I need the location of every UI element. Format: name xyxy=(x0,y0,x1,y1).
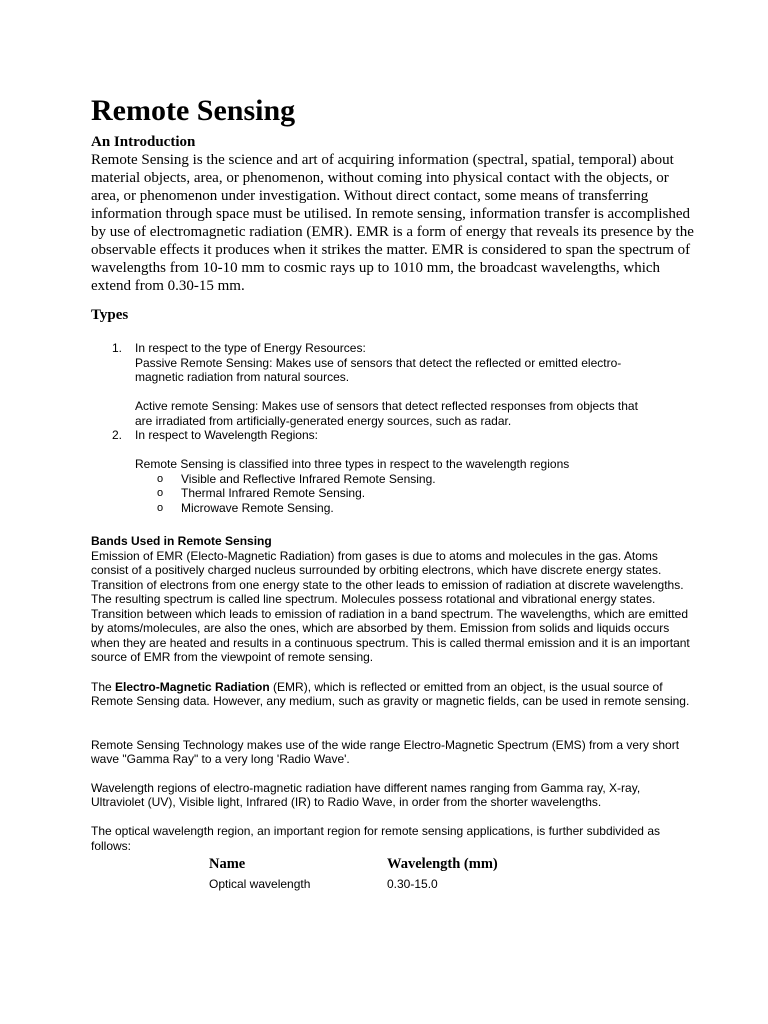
list-item-wavelength-regions: In respect to Wavelength Regions: xyxy=(135,428,318,442)
ems-paragraph: Remote Sensing Technology makes use of the wide range Electro-Magnetic Spectrum (EMS) from a very short wave "Gamma Ray" to a very long 'Radio Wave'. xyxy=(91,737,680,766)
list-number-1: 1. xyxy=(112,341,123,355)
wavelength-paragraph: Wavelength regions of electro-magnetic radiation have different names ranging from Gamma ray, X-ray, Ultraviolet (UV), Visible light, Infrared (IR) to Radio Wave, in order from the shorter wavelengths. xyxy=(91,780,641,809)
list-number-2: 2. xyxy=(112,428,123,442)
emr-suffix: (EMR), which is reflected or emitted from an object, is the usual source of Remote Sensing data. However, any medium, such as gravity or magnetic fields, can be used in remote sensing. xyxy=(91,679,690,708)
bullet-icon: o xyxy=(157,472,164,485)
bullet-icon: o xyxy=(157,487,164,499)
bands-heading: Bands Used in Remote Sensing xyxy=(91,534,272,548)
emr-bold-term: Electro-Magnetic Radiation xyxy=(115,679,270,694)
intro-paragraph: Remote Sensing is the science and art of acquiring information (spectral, spatial, temporal) about material objects, area, or phenomenon, without coming into physical contact with the objects, or area, or phenomenon under investigation. Without direct contact, some means of transferring information through space must be utilised. In remote sensing, information transfer is accomplished by use of electromagnetic radiation (EMR). EMR is a form of energy that reveals its presence by the observable effects it produces when it strikes the matter. EMR is considered to span the spectrum of wavelengths from 10-10 mm to cosmic rays up to 1010 mm, the broadcast wavelengths, which extend from 0.30-15 mm. xyxy=(91,152,694,294)
wavelength-classification-intro: Remote Sensing is classified into three types in respect to the wavelength regions xyxy=(135,457,570,471)
optical-paragraph: The optical wavelength region, an important region for remote sensing applications, is further subdivided as follows: xyxy=(91,824,660,853)
active-sensing-line-1: Active remote Sensing: Makes use of sensors that detect reflected responses from objects that xyxy=(135,399,638,413)
active-sensing-line-2: are irradiated from artificially-generated energy sources, such as radar. xyxy=(135,413,512,428)
intro-heading: An Introduction xyxy=(91,134,196,150)
table-header-name: Name xyxy=(209,856,246,872)
passive-sensing-line-1: Passive Remote Sensing: Makes use of sensors that detect the reflected or emitted electro- xyxy=(135,355,622,370)
passive-sensing-line-2: magnetic radiation from natural sources. xyxy=(135,370,350,384)
table-cell-wavelength: 0.30-15.0 xyxy=(387,877,438,891)
bands-paragraph: Emission of EMR (Electo-Magnetic Radiation) from gases is due to atoms and molecules in the gas. Atoms consist of a positively charged nucleus surrounded by orbiting electrons, which have discrete energy states. Transition of electrons from one energy state to the other leads to emission of radiation at discrete wavelengths. The resulting spectrum is called line spectrum. Molecules possess rotational and vibrational energy states. Transition between which leads to emission of radiation in a band spectrum. The wavelengths, which are emitted by atoms/molecules, are also the ones, which are absorbed by them. Emission from solids and liquids occurs when they are heated and results in a continuous spectrum. This is called thermal emission and it is an important source of EMR from the viewpoint of remote sensing. xyxy=(91,548,690,664)
table-cell-name: Optical wavelength xyxy=(209,877,311,891)
emr-prefix: The xyxy=(91,679,116,694)
list-item: Microwave Remote Sensing. xyxy=(181,500,334,515)
list-item: Visible and Reflective Infrared Remote Sensing. xyxy=(181,471,436,486)
list-item-energy-resources: In respect to the type of Energy Resources: xyxy=(135,341,366,355)
emr-paragraph xyxy=(91,680,691,709)
table-header-wavelength: Wavelength (mm) xyxy=(387,856,498,872)
bullet-icon: o xyxy=(157,501,164,514)
types-heading: Types xyxy=(91,307,129,323)
page-title: Remote Sensing xyxy=(91,94,296,127)
list-item: Thermal Infrared Remote Sensing. xyxy=(181,486,366,500)
